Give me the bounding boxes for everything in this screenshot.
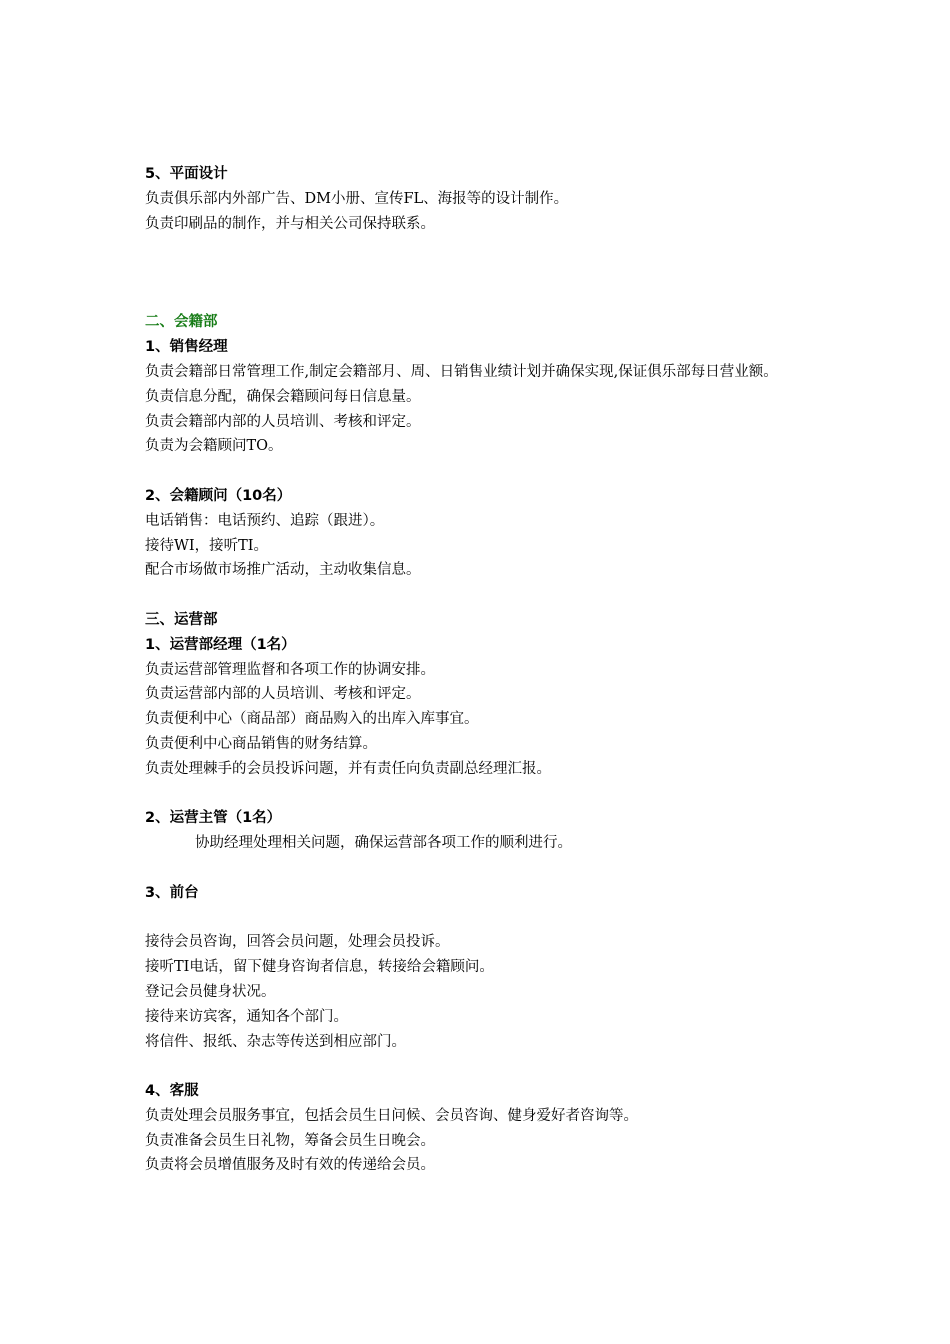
- paragraph-line: 电话销售：电话预约、追踪（跟进）。: [145, 512, 385, 529]
- document-body: [145, 162, 815, 1178]
- paragraph-line: 协助经理处理相关问题，确保运营部各项工作的顺利进行。: [195, 835, 572, 852]
- spacer: [145, 856, 815, 881]
- spacer: [145, 1054, 815, 1079]
- spacer: [145, 583, 815, 608]
- paragraph-line: 负责运营部内部的人员培训、考核和评定。: [145, 686, 421, 703]
- spacer: [145, 236, 815, 310]
- paragraph-line: 接待来访宾客，通知各个部门。: [145, 1008, 348, 1025]
- paragraph-line: 负责便利中心（商品部）商品购入的出库入库事宜。: [145, 711, 479, 728]
- paragraph-line: 负责运营部管理监督和各项工作的协调安排。: [145, 661, 435, 678]
- paragraph-line: 配合市场做市场推广活动，主动收集信息。: [145, 562, 421, 579]
- role-heading-membership-consultant: 2、会籍顾问（10名）: [145, 487, 292, 504]
- paragraph-line: 负责俱乐部内外部广告、DM小册、宣传FL、海报等的设计制作。: [145, 190, 569, 207]
- paragraph-line: 将信件、报纸、杂志等传送到相应部门。: [145, 1033, 406, 1050]
- paragraph-line: 接听TI电话，留下健身咨询者信息，转接给会籍顾问。: [145, 959, 494, 976]
- role-heading-sales-manager: 1、销售经理: [145, 339, 228, 356]
- paragraph-line: 负责会籍部内部的人员培训、考核和评定。: [145, 413, 421, 430]
- paragraph-line: 接待会员咨询，回答会员问题，处理会员投诉。: [145, 934, 450, 951]
- paragraph-line: 负责将会员增值服务及时有效的传递给会员。: [145, 1157, 435, 1174]
- department-heading-membership: 二、会籍部: [145, 314, 218, 331]
- role-heading-operations-supervisor: 2、运营主管（1名）: [145, 810, 282, 827]
- spacer: [145, 459, 815, 484]
- paragraph-line: 负责会籍部日常管理工作,制定会籍部月、周、日销售业绩计划并确保实现,保证俱乐部每日营业额。: [145, 363, 778, 380]
- paragraph-line: 接待WI，接听TI。: [145, 537, 269, 554]
- paragraph-line: 负责信息分配，确保会籍顾问每日信息量。: [145, 388, 421, 405]
- spacer: [145, 782, 815, 807]
- paragraph-line: 负责处理棘手的会员投诉问题，并有责任向负责副总经理汇报。: [145, 760, 551, 777]
- paragraph-line: 负责准备会员生日礼物，筹备会员生日晚会。: [145, 1132, 435, 1149]
- paragraph-line: 负责处理会员服务事宜，包括会员生日问候、会员咨询、健身爱好者咨询等。: [145, 1107, 638, 1124]
- paragraph-line: 负责便利中心商品销售的财务结算。: [145, 735, 377, 752]
- department-heading-operations: 三、运营部: [145, 611, 218, 628]
- spacer: [145, 906, 815, 931]
- role-heading-front-desk: 3、前台: [145, 884, 199, 901]
- role-heading-operations-manager: 1、运营部经理（1名）: [145, 636, 296, 653]
- paragraph-line: 登记会员健身状况。: [145, 983, 276, 1000]
- section-heading-graphic-design: 5、平面设计: [145, 166, 228, 182]
- role-heading-customer-service: 4、客服: [145, 1083, 199, 1100]
- paragraph-line: 负责为会籍顾问TO。: [145, 438, 283, 455]
- paragraph-line: 负责印刷品的制作，并与相关公司保持联系。: [145, 215, 435, 232]
